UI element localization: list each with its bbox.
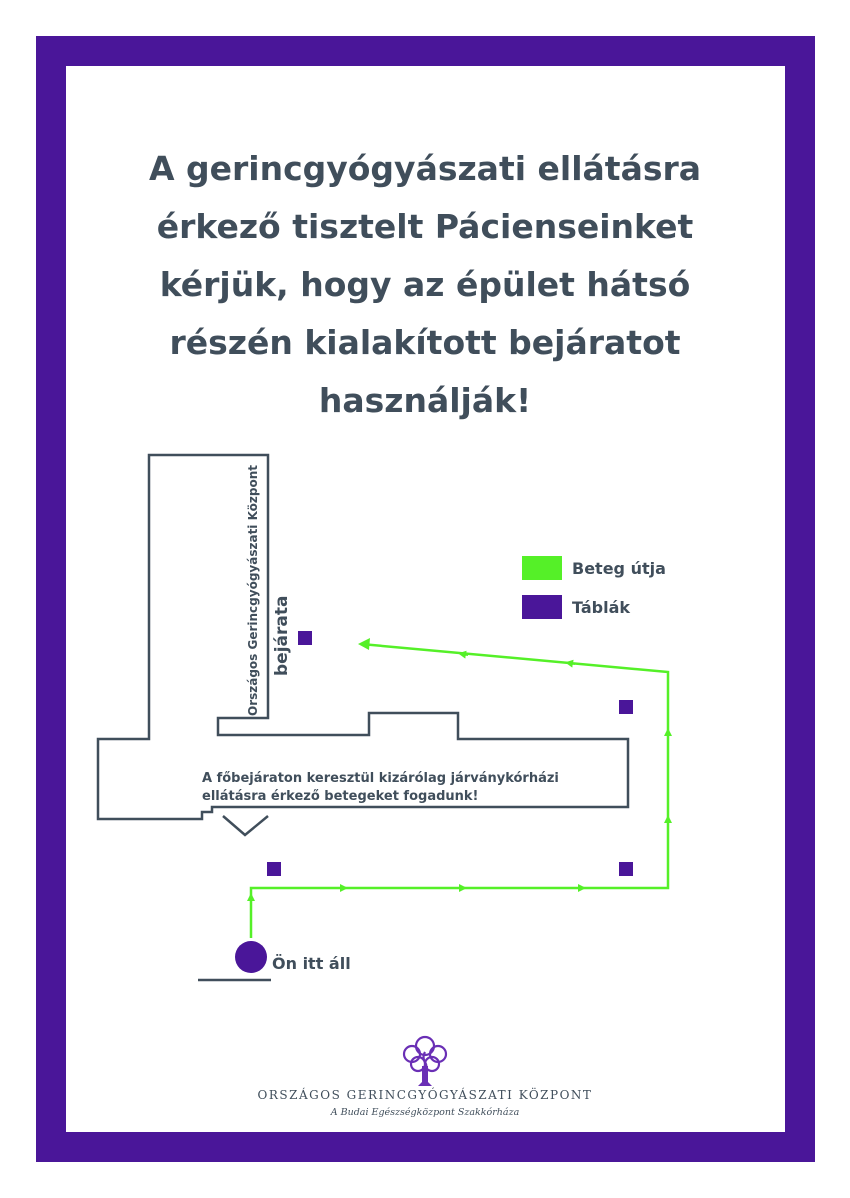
org-subtitle: A Budai Egészségközpont Szakkórháza: [330, 1107, 520, 1118]
headline-line: részén kialakított bejáratot: [169, 323, 681, 362]
headline-line: kérjük, hogy az épület hátsó: [159, 265, 691, 304]
building-label-name: Országos Gerincgyógyászati Központ: [246, 464, 260, 716]
sign-marker: [619, 700, 633, 714]
sign-marker: [619, 862, 633, 876]
main-entrance-chevron: [223, 816, 268, 835]
legend-label-signs: Táblák: [572, 597, 631, 617]
legend-item-path: [522, 556, 666, 580]
you-are-here-label: Ön itt áll: [272, 954, 351, 973]
route-arrow: [569, 663, 575, 664]
tree-logo-icon: [398, 1032, 452, 1088]
sign-marker: [298, 631, 312, 645]
route-arrow: [462, 654, 468, 655]
building-outline: [98, 455, 631, 819]
sign-marker: [267, 862, 281, 876]
headline-line: érkező tisztelt Pácienseinket: [156, 207, 694, 246]
you-are-here-marker: [235, 941, 267, 973]
building-label-entrance: bejárata: [272, 595, 292, 676]
legend-swatch-signs: [522, 595, 562, 619]
headline-line: A gerincgyógyászati ellátásra: [148, 149, 702, 188]
main-entrance-notice: [202, 770, 642, 806]
route-arrowhead: [358, 638, 370, 650]
headline-line: használják!: [318, 381, 532, 420]
legend-item-signs: [522, 595, 630, 619]
notice-line: A főbejáraton keresztül kizárólag járványkórházi: [202, 771, 559, 786]
legend-label-path: Beteg útja: [572, 558, 666, 578]
legend-swatch-path: [522, 556, 562, 580]
notice-line: ellátásra érkező betegeket fogadunk!: [202, 789, 479, 804]
org-name: ORSZÁGOS GERINCGYÓGYÁSZATI KÖZPONT: [257, 1088, 593, 1102]
